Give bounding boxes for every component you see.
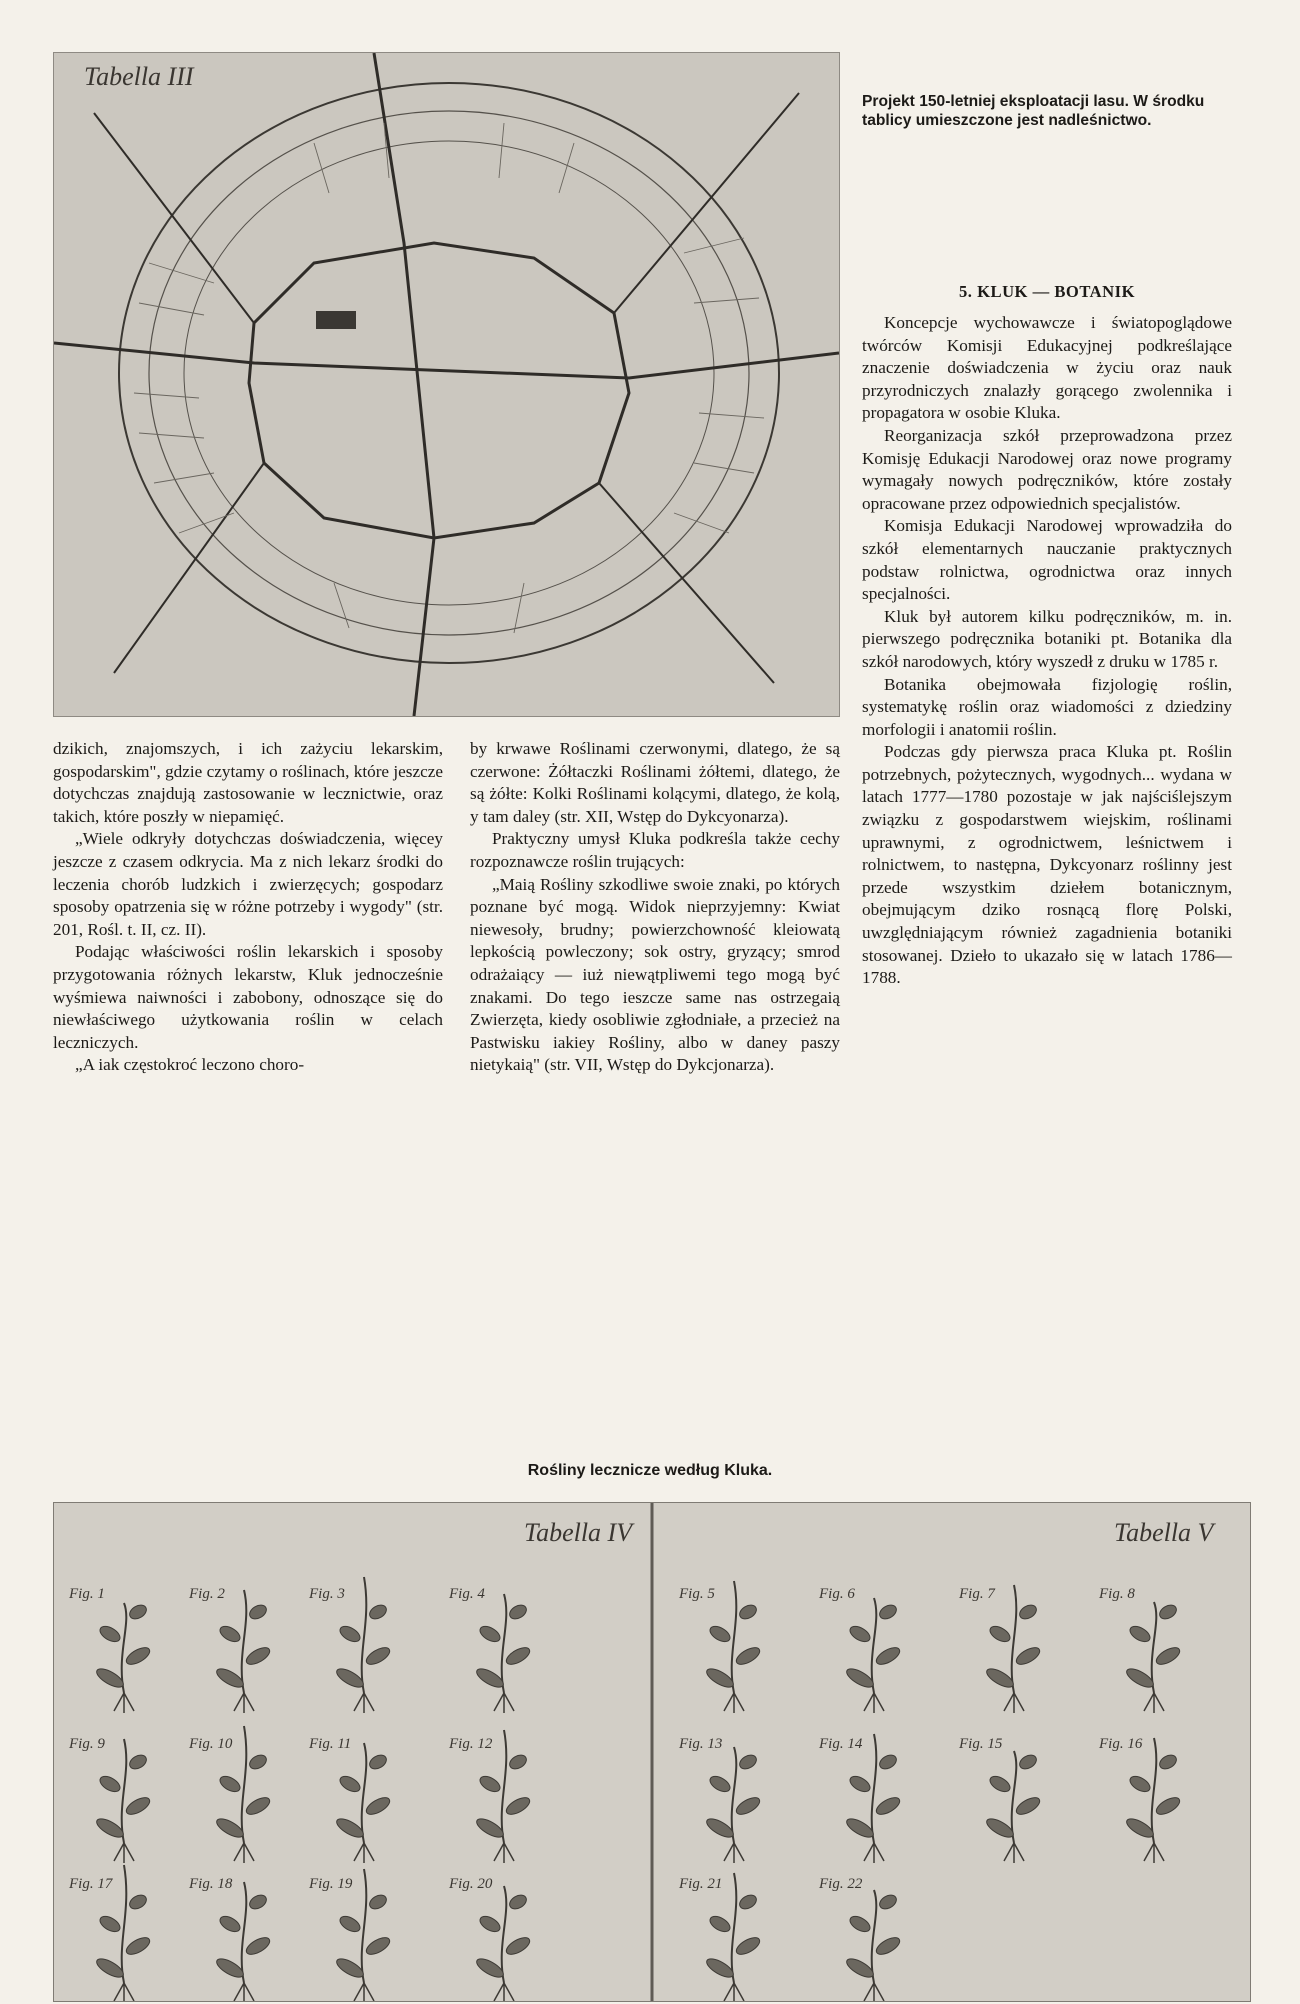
fig-label: Fig. 10 — [189, 1736, 233, 1752]
fig-label: Fig. 17 — [69, 1876, 113, 1892]
map-caption: Projekt 150-letniej eksploatacji lasu. W środku tablicy umieszczone jest nadleśnictwo. — [862, 93, 1205, 130]
fig-label: Fig. 8 — [1099, 1586, 1135, 1602]
paragraph: Reorganizacja szkół przeprowadzona przez Komisję Edukacji Narodowej oraz nowe programy wymagały nowych podręczników, które zostały opracowane przez odpowiednich specjalistów. — [862, 425, 1232, 513]
plate-title-right: Tabella V — [1114, 1518, 1214, 1547]
fig-label: Fig. 19 — [309, 1876, 353, 1892]
fig-label: Fig. 14 — [819, 1736, 863, 1752]
paragraph: dzikich, znajomszych, i ich zażyciu lekarskim, gospodarskim", gdzie czytamy o roślinach, które jeszcze dotychczas znajdują zastosowanie w lecznictwie, oraz takich, które poszły w niepamięć. — [53, 739, 443, 826]
fig-label: Fig. 15 — [959, 1736, 1003, 1752]
paragraph: Kluk był autorem kilku podręczników, m. in. pierwszego podręcznika botaniki pt. Botanika dla szkół narodowych, który wyszedł z druku w 1785 r. — [862, 606, 1232, 671]
text-column-left — [53, 738, 443, 1077]
paragraph: Podczas gdy pierwsza praca Kluka pt. Roślin potrzebnych, pożytecznych, wygodnych... wydana w latach 1777—1780 pozostaje w jak najściślejszym związku z gospodarstwem wiejskim, roślinami uprawnymi, z ogrodnictwem, leśnictwem i rolnictwem, to następna, Dykcyonarz roślinny jest przede wszystkim dziełem botanicznym, obejmującym dziko rosnącą florę Polski, uwzględniającym również zagadnienia botaniki stosowanej. Dzieło to ukazało się w latach 1786—1788. — [862, 742, 1232, 988]
fig-label: Fig. 9 — [69, 1736, 105, 1752]
plate-title-left: Tabella IV — [524, 1518, 633, 1547]
paragraph: „A iak częstokroć leczono choro- — [75, 1055, 305, 1075]
medicinal-plants-figure — [53, 1502, 1251, 2002]
map-corner-label: Tabella III — [84, 62, 194, 91]
fig-label: Fig. 2 — [189, 1586, 225, 1602]
fig-label: Fig. 1 — [69, 1586, 105, 1602]
paragraph: „Maią Rośliny szkodliwe swoie znaki, po których poznane być mogą. Widok nieprzyjemny: Kwiat niewesoły, brudny; powierzchowność kleiowatą lepkością powleczony; sok ostry, gryzący; smrod odrażaiący — iuż niewątpliwemi tego mogą być znakami. Do tego ieszcze same nas ostrzegaią Zwierzęta, kiedy osobliwie zgłodniałe, a przecież na Pastwisku iakiey Rośliny, albo w daney paszy nietykaią" (str. VII, Wstęp do Dykcjonarza). — [470, 874, 840, 1075]
forest-map-drawing — [54, 53, 839, 716]
paragraph: by krwawe Roślinami czerwonymi, dlatego, że są czerwone: Żółtaczki Roślinami żółtemi, dlatego, że są żółte: Kolki Roślinami kolącymi, dlatego, że kolą, y tam daley (str. XII, Wstęp do Dykcyonarza). — [470, 739, 840, 826]
paragraph: Komisja Edukacji Narodowej wprowadziła do szkół elementarnych nauczanie praktycznych podstaw rolnictwa, ogrodnictwa oraz innych specjalności. — [862, 516, 1232, 604]
fig-label: Fig. 7 — [959, 1586, 995, 1602]
fig-label: Fig. 16 — [1099, 1736, 1143, 1752]
fig-label: Fig. 3 — [309, 1586, 345, 1602]
fig-label: Fig. 21 — [679, 1876, 723, 1892]
paragraph: Podając właściwości roślin lekarskich i sposoby przygotowania różnych lekarstw, Kluk jednocześnie wyśmiewa naiwności i zabobony, odnoszące się do niewłaściwego użytkowania roślin w celach leczniczych. — [53, 942, 443, 1052]
plants-caption: Rośliny lecznicze według Kluka. — [527, 1462, 773, 1479]
forest-map-figure — [53, 52, 840, 717]
paragraph: „Wiele odkryły dotychczas doświadczenia, więcey jeszcze z czasem odkrycia. Ma z nich lekarz środki do leczenia chorób ludzkich i zwierzęcych; gospodarz sposoby opatrzenia się w różne potrzeby i wygody" (str. 201, Rośl. t. II, cz. II). — [53, 829, 443, 939]
fig-label: Fig. 5 — [679, 1586, 715, 1602]
paragraph: Koncepcje wychowawcze i światopoglądowe twórców Komisji Edukacyjnej podkreślające znaczenie doświadczenia w życiu oraz nauk przyrodniczych znalazły gorącego zwolennika i propagatora w osobie Kluka. — [862, 313, 1232, 423]
paragraph: Botanika obejmowała fizjologię roślin, systematykę roślin oraz wiadomości z dziedziny morfologii i anatomii roślin. — [862, 674, 1232, 739]
fig-label: Fig. 12 — [449, 1736, 493, 1752]
fig-label: Fig. 18 — [189, 1876, 233, 1892]
fig-label: Fig. 22 — [819, 1876, 863, 1892]
section-heading: 5. KLUK — BOTANIK — [959, 282, 1135, 301]
plants-engraving — [54, 1503, 1250, 2001]
fig-label: Fig. 11 — [309, 1736, 352, 1752]
fig-label: Fig. 20 — [449, 1876, 493, 1892]
fig-label: Fig. 6 — [819, 1586, 855, 1602]
fig-label: Fig. 13 — [679, 1736, 723, 1752]
text-column-right — [862, 312, 1232, 990]
paragraph: Praktyczny umysł Kluka podkreśla także cechy rozpoznawcze roślin trujących: — [470, 829, 840, 871]
fig-label: Fig. 4 — [449, 1586, 485, 1602]
text-column-middle — [470, 738, 840, 1077]
